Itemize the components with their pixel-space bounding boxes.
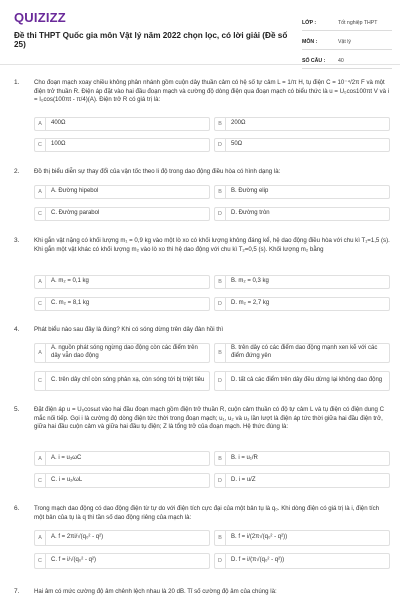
option-d[interactable]: [214, 297, 390, 311]
option-text: A. Đường hipebol: [51, 188, 99, 195]
question-number: 6.: [14, 505, 20, 512]
option-letter: B: [215, 118, 226, 130]
option-text: D. tất cả các điểm trên dây đều dừng lại không dao động: [231, 377, 383, 384]
option-a[interactable]: [34, 117, 210, 131]
option-a[interactable]: [34, 275, 210, 289]
option-c[interactable]: [34, 207, 210, 221]
option-text: D. m₂ = 2,7 kg: [231, 300, 270, 307]
quizizz-logo: QUIZIZZ: [14, 10, 66, 25]
option-letter: A: [35, 118, 46, 130]
meta-row-class: [302, 16, 392, 31]
option-letter: C: [35, 208, 46, 220]
meta-value: 40: [338, 58, 344, 64]
option-d[interactable]: [214, 207, 390, 221]
option-text: A. f = 2πi/√(q₀² - q²): [51, 534, 104, 541]
option-letter: B: [215, 276, 226, 288]
option-letter: A: [35, 452, 46, 465]
meta-box: [302, 16, 392, 73]
option-b[interactable]: [214, 530, 390, 546]
option-a[interactable]: [34, 185, 210, 199]
question-text: Phát biểu nào sau đây là đúng? Khi có sóng dừng trên dây đàn hồi thì: [34, 326, 224, 333]
meta-label: MÔN :: [302, 39, 318, 45]
meta-row-subject: [302, 35, 392, 50]
question-number: 1.: [14, 79, 20, 86]
option-text: D. i = u/Z: [231, 476, 256, 483]
option-text: B. m₂ = 0,3 kg: [231, 278, 269, 285]
option-c[interactable]: [34, 371, 210, 391]
option-text: C. f = i/√(q₀² - q²): [51, 557, 96, 564]
question-number: 2.: [14, 168, 20, 175]
option-b[interactable]: [214, 451, 390, 466]
option-a[interactable]: [34, 343, 210, 363]
option-letter: C: [35, 298, 46, 310]
meta-value: Tốt nghiệp THPT: [338, 20, 378, 26]
question-number: 5.: [14, 406, 20, 413]
option-b[interactable]: [214, 343, 390, 363]
option-b[interactable]: [214, 185, 390, 199]
question-text: Đặt điện áp u = U₀cosωt vào hai đầu đoạn mạch gồm điện trở thuần R, cuộn cảm thuần có độ tự cảm L và tụ điện có điện dung C mắc nối tiếp. Gọi i là cường độ dòng điện tức thời trong đoạn mạch; u₁, u₂ và u₃ lần lượt là điện áp tức thời giữa hai đầu điện trở, giữa hai đầu cuộn cảm và giữa hai đầu tụ điện; Z là tổng trở của đoạn mạch. Hệ thức đúng là:: [34, 406, 384, 431]
option-letter: D: [215, 554, 226, 568]
question-text: Cho đoạn mạch xoay chiều không phân nhánh gồm cuộn dây thuần cảm có hệ số tự cảm L = 1/π H, tụ điện C = 10⁻⁴/2π F và một điện trở thuần R. Điện áp đặt vào hai đầu đoạn mạch và cường độ dòng điện qua đoạn mạch có biểu thức là u = U₀cos100πt V và i = I₀cos(100πt - π/4)(A). Điện trở R có giá trị là:: [34, 79, 390, 104]
option-letter: A: [35, 531, 46, 545]
option-text: A. i = u₃ωC: [51, 454, 82, 461]
option-letter: C: [35, 474, 46, 487]
option-text: 50Ω: [231, 141, 243, 148]
option-letter: B: [215, 344, 226, 362]
option-letter: B: [215, 531, 226, 545]
option-d[interactable]: [214, 371, 390, 391]
option-text: 200Ω: [231, 120, 246, 127]
option-text: D. f = i/(π√(q₀² - q²)): [231, 557, 285, 564]
option-letter: D: [215, 372, 226, 390]
option-text: D. Đường tròn: [231, 210, 270, 217]
option-letter: B: [215, 452, 226, 465]
document-title: Đề thi THPT Quốc gia môn Vật lý năm 2022 chọn lọc, có lời giải (Đề số 25): [14, 31, 288, 49]
question-text: Khi gắn vật nặng có khối lượng m₁ = 0,9 kg vào một lò xo có khối lượng không đáng kể, hệ dao động điều hòa với chu kì T₁=1,5 (s). Khi gắn một vật khác có khối lượng m₂ vào lò xo thì hệ dao động với chu kì T₂=0,5 (s). Khối lượng m₂ bằng: [34, 237, 390, 253]
option-a[interactable]: [34, 530, 210, 546]
question-number: 3.: [14, 237, 20, 244]
option-letter: A: [35, 344, 46, 362]
option-text: 400Ω: [51, 120, 66, 127]
question-text: Hai âm có mức cường độ âm chênh lệch nhau là 20 dB. Tỉ số cường độ âm của chúng là:: [34, 588, 277, 595]
option-c[interactable]: [34, 553, 210, 569]
option-c[interactable]: [34, 138, 210, 152]
option-text: C. trên dây chỉ còn sóng phản xạ, còn sóng tới bị triệt tiêu: [51, 377, 205, 384]
option-letter: C: [35, 139, 46, 151]
option-c[interactable]: [34, 297, 210, 311]
meta-label: LỚP :: [302, 20, 317, 26]
option-b[interactable]: [214, 275, 390, 289]
worksheet-header: [0, 0, 400, 65]
option-d[interactable]: [214, 138, 390, 152]
option-letter: D: [215, 298, 226, 310]
option-letter: A: [35, 276, 46, 288]
option-letter: D: [215, 208, 226, 220]
option-letter: C: [35, 554, 46, 568]
option-d[interactable]: [214, 473, 390, 488]
meta-label: SỐ CÂU :: [302, 58, 326, 64]
option-text: B. trên dây có các điểm dao động mạnh xen kẽ với các điểm đứng yên: [231, 345, 378, 359]
option-letter: D: [215, 474, 226, 487]
option-text: C. m₂ = 8,1 kg: [51, 300, 90, 307]
option-text: 100Ω: [51, 141, 66, 148]
option-text: B. f = i/(2π√(q₀² - q²)): [231, 534, 288, 541]
option-b[interactable]: [214, 117, 390, 131]
option-letter: A: [35, 186, 46, 198]
question-text: Trong mạch dao động có dao động điện từ tự do với điện tích cực đại của một bản tụ là q₀. Khi dòng điện có giá trị là i, điện tích một bản của tụ là q thì tần số dao động riêng của mạch là:: [34, 505, 380, 521]
option-c[interactable]: [34, 473, 210, 488]
meta-value: Vật lý: [338, 39, 351, 45]
option-text: B. Đường elip: [231, 188, 269, 195]
option-text: A. m₂ = 0,1 kg: [51, 278, 89, 285]
option-text: C. Đường parabol: [51, 210, 100, 217]
question-number: 7.: [14, 588, 20, 595]
option-text: B. i = u₁/R: [231, 454, 258, 461]
option-a[interactable]: [34, 451, 210, 466]
meta-row-count: [302, 54, 392, 69]
question-number: 4.: [14, 326, 20, 333]
option-text: A. nguồn phát sóng ngừng dao động còn các điểm trên dây vẫn dao động: [51, 345, 198, 359]
option-d[interactable]: [214, 553, 390, 569]
option-letter: D: [215, 139, 226, 151]
question-text: Đồ thị biểu diễn sự thay đổi của vận tốc theo li độ trong dao động điều hòa có hình dạng là:: [34, 168, 281, 175]
option-letter: C: [35, 372, 46, 390]
option-text: C. i = u₂/ωL: [51, 476, 83, 483]
option-letter: B: [215, 186, 226, 198]
